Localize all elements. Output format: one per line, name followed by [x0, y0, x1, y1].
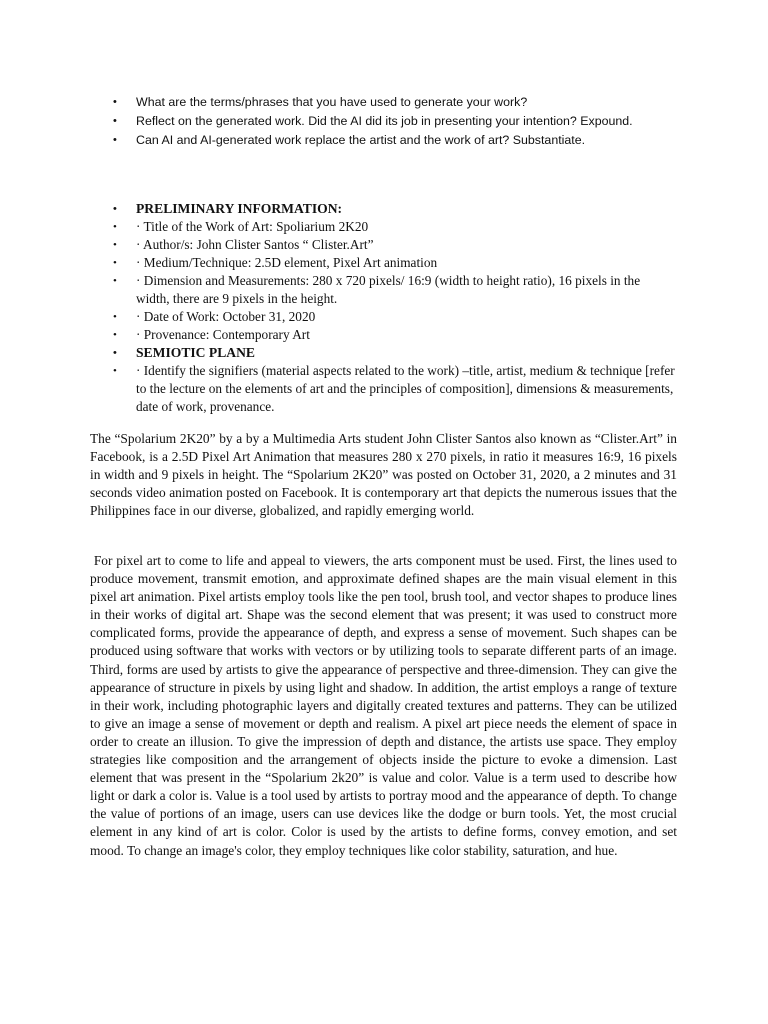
bullet-icon: • — [113, 203, 117, 215]
question-text: What are the terms/phrases that you have used to generate your work? — [136, 95, 528, 109]
item-text: · Dimension and Measurements: 280 x 720 pixels/ 16:9 (width to height ratio), 16 pixels in the width, there are 9 pixels in the height. — [136, 273, 641, 306]
list-item — [0, 362, 676, 416]
bullet-icon: • — [113, 257, 117, 269]
bullet-icon: • — [113, 115, 117, 127]
body-paragraph: The “Spolarium 2K20” by a by a Multimedia Arts student John Clister Santos also known as “Clister.Art” in Facebook, is a 2.5D Pixel Art Animation that measures 280 x 270 pixels, in ratio it measures 16:9, 16 pixels in width and 9 pixels in height. The “Spolarium 2K20” was posted on October 31, 2020, a 2 minutes and 31 seconds video animation posted on Facebook. It is contemporary art that depicts the numerous issues that the Philippines face in our diverse, globalized, and rapidly emerging world. — [90, 431, 677, 519]
item-text: · Provenance: Contemporary Art — [136, 327, 310, 342]
list-item — [0, 218, 676, 236]
list-item — [0, 93, 768, 112]
bullet-icon: • — [113, 221, 117, 233]
list-item — [0, 308, 676, 326]
question-text: Can AI and AI-generated work replace the artist and the work of art? Substantiate. — [136, 133, 586, 147]
item-text: · Title of the Work of Art: Spoliarium 2K20 — [136, 219, 369, 234]
heading-text: PRELIMINARY INFORMATION: — [136, 201, 343, 216]
bullet-icon: • — [113, 329, 117, 341]
list-item — [0, 254, 676, 272]
question-list — [0, 93, 768, 150]
list-item — [0, 236, 676, 254]
bullet-icon: • — [113, 365, 117, 377]
question-text: Reflect on the generated work. Did the AI did its job in presenting your intention? Expound. — [136, 114, 633, 128]
bullet-icon: • — [113, 134, 117, 146]
section-heading — [0, 344, 676, 362]
body-paragraph: For pixel art to come to life and appeal to viewers, the arts component must be used. First, the lines used to produce movement, transmit emotion, and approximate defined shapes are the main visual element in this pixel art animation. Pixel artists employ tools like the pen tool, brush tool, and vector shapes to produce lines in their works of digital art. Shape was the second element that was present; it was used to construct more complicated forms, provide the appearance of depth, and express a sense of movement. Such shapes can be produced using software that works with vectors or by utilizing tools to separate different parts of an image. Third, forms are used by artists to give the appearance of perspective and three-dimension. They can give the appearance of structure in pixels by using light and shadow. In addition, the artist employs a range of texture in their work, including photographic layers and digitally created textures and patterns. They can be utilized to give an image a sense of movement or depth and realism. A pixel art piece needs the element of space in order to create an illusion. To give the impression of depth and distance, the artists use space. They employ strategies like composition and the arrangement of objects inside the picture to evoke a dimension. Last element that was present in the “Spolarium 2k20” is value and color. Value is a term used to describe how light or dark a color is. Value is a tool used by artists to portray mood and the appearance of depth. To change the value of portions of an image, users can use devices like the dodge or burn tools. Yet, the most crucial element in any kind of art is color. Color is used by the artists to define forms, convey emotion, and set mood. To change an image's color, they employ techniques like color stability, saturation, and hue. — [90, 553, 681, 858]
list-item — [0, 112, 768, 131]
list-item — [0, 326, 676, 344]
item-text: · Medium/Technique: 2.5D element, Pixel Art animation — [136, 255, 438, 270]
bullet-icon: • — [113, 311, 117, 323]
item-text: · Author/s: John Clister Santos “ Clister.Art” — [136, 237, 374, 252]
section-heading — [0, 200, 676, 218]
item-text: · Date of Work: October 31, 2020 — [136, 309, 316, 324]
bullet-icon: • — [113, 347, 117, 359]
item-text: · Identify the signifiers (material aspects related to the work) –title, artist, medium & technique [refer to the lecture on the elements of art and the principles of composition], dimensions & measurements, date of work, provenance. — [136, 363, 675, 414]
heading-text: SEMIOTIC PLANE — [136, 345, 255, 360]
bullet-icon: • — [113, 239, 117, 251]
bullet-icon: • — [113, 96, 117, 108]
info-list — [0, 200, 768, 416]
bullet-icon: • — [113, 275, 117, 287]
list-item — [0, 272, 676, 308]
list-item — [0, 131, 768, 150]
